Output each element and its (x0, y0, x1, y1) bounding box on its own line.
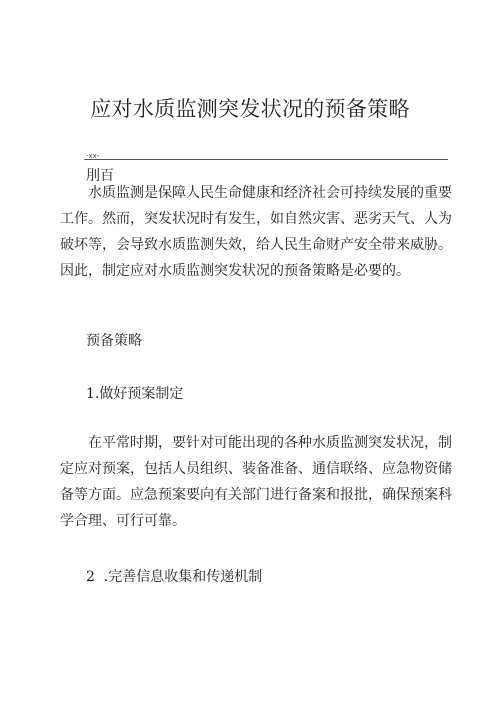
strategy-heading: 预备策略 (86, 333, 142, 349)
preface-heading: 刖百 (86, 168, 114, 184)
section-1-heading: 1.做好预案制定 (86, 386, 184, 402)
document-title: 应对水质监测突发状况的预备策略 (90, 97, 410, 121)
header-marker: -xx- (86, 152, 100, 160)
header-divider (84, 159, 448, 160)
section-2-heading: 2 .完善信息收集和传递机制 (86, 569, 263, 585)
section-1-paragraph: 在平常时期，要针对可能出现的各种水质监测突发状况，制定应对预案，包括人员组织、装备准备、通信联络、应急物资储备等方面。应急预案要向有关部门进行备案和报批，确保预案科学合理、可行可靠。 (60, 435, 452, 529)
intro-paragraph: 水质监测是保障人民生命健康和经济社会可持续发展的重要工作。然而，突发状况时有发生，如自然灾害、恶劣天气、人为破坏等，会导致水质监测失效，给人民生命财产安全带来威胁。因此，制定应对水质监测突发状况的预备策略是必要的。 (60, 185, 452, 279)
